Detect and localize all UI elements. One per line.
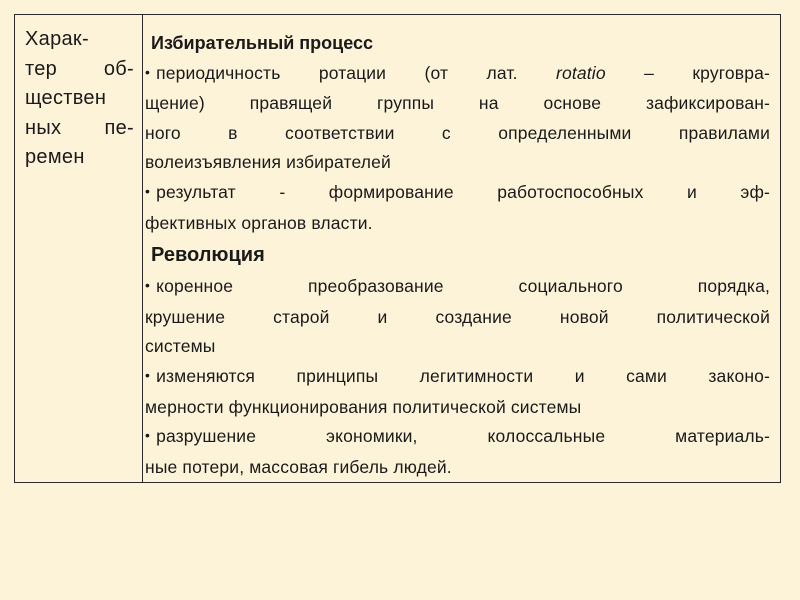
category-line: Харак- — [25, 28, 89, 50]
category-label — [15, 15, 142, 173]
category-line: ремен — [25, 146, 85, 168]
content-table — [14, 14, 781, 483]
list-item-line: ные потери, массовая гибель людей. — [145, 456, 452, 477]
list-item-line: • периодичность ротации (от лат. rotatio – круговра- — [145, 62, 770, 83]
bullet-icon: • — [145, 427, 151, 444]
bullet-icon: • — [145, 277, 151, 294]
bullet-icon: • — [145, 63, 151, 80]
list-item-line: щение) правящей группы на основе зафиксирован- — [145, 93, 770, 114]
list-item-line: фективных органов власти. — [145, 212, 373, 233]
category-line: ных пе- — [25, 116, 134, 139]
category-cell — [15, 15, 143, 483]
bullet-icon: • — [145, 366, 151, 383]
list-item-line: • коренное преобразование социального порядка, — [145, 276, 770, 297]
category-line: тер об- — [25, 57, 134, 80]
list-item-line: крушение старой и создание новой политической — [145, 306, 770, 327]
list-item-line: мерности функционирования политической системы — [145, 396, 582, 417]
section-heading-revolution: Революция — [151, 244, 265, 267]
list-item-line: ного в соответствии с определенными правилами — [145, 122, 770, 143]
list-item-line: волеизъявления избирателей — [145, 152, 391, 173]
list-item — [145, 59, 770, 178]
table-row — [15, 15, 781, 483]
list-item — [145, 362, 770, 422]
list-item-line: • разрушение экономики, колоссальные материаль- — [145, 426, 770, 447]
section-heading-election: Избирательный процесс — [151, 33, 373, 53]
category-line: ществен — [25, 87, 107, 109]
list-item-line: системы — [145, 336, 216, 357]
latin-term: rotatio — [556, 62, 606, 83]
list-item — [145, 422, 770, 482]
list-item — [145, 272, 770, 362]
bullet-icon: • — [145, 182, 151, 199]
list-item-line: • изменяются принципы легитимности и сами законо- — [145, 365, 770, 386]
list-item-line: • результат - формирование работоспособных и эф- — [145, 181, 770, 202]
description-cell — [143, 15, 781, 483]
list-item — [145, 178, 770, 238]
